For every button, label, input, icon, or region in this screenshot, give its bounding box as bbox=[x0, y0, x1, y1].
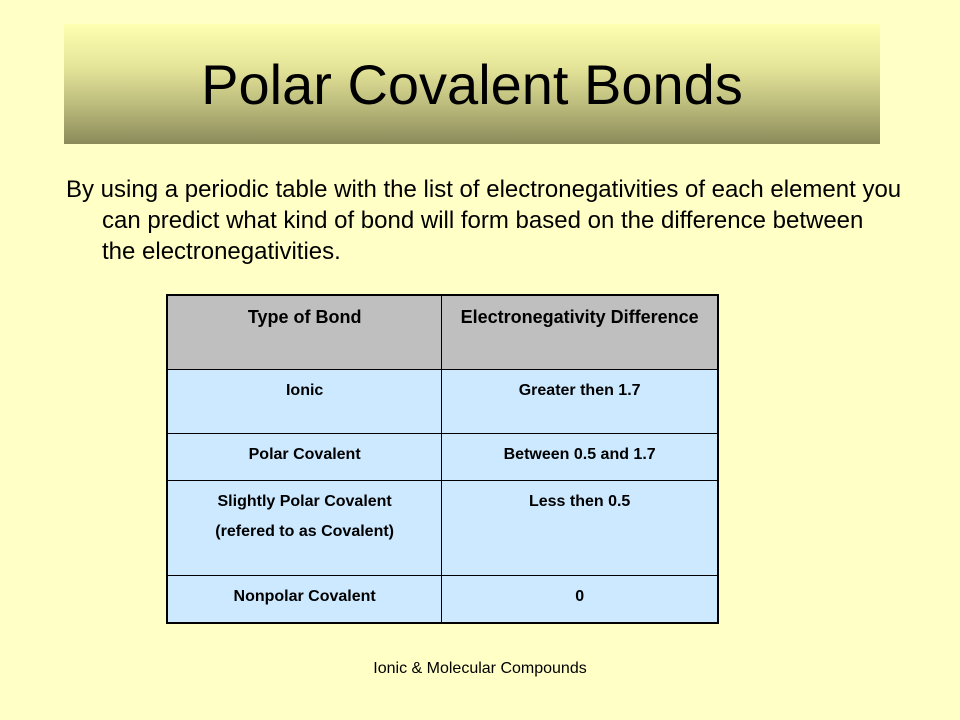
table-row bbox=[167, 575, 718, 623]
cell-difference: Greater then 1.7 bbox=[442, 369, 718, 433]
slide-footer: Ionic & Molecular Compounds bbox=[373, 660, 587, 677]
cell-difference: Between 0.5 and 1.7 bbox=[442, 433, 718, 480]
body-paragraph: By using a periodic table with the list of electronegativities of each element you can predict what kind of bond will form based on the difference between the electronegativities. bbox=[66, 176, 902, 265]
table-header-row bbox=[167, 295, 718, 369]
cell-bond-type-line1: Slightly Polar Covalent bbox=[217, 492, 392, 510]
header-type-of-bond: Type of Bond bbox=[167, 295, 442, 369]
table-row bbox=[167, 369, 718, 433]
cell-bond-type-line2: (refered to as Covalent) bbox=[215, 522, 394, 540]
cell-bond-type: Polar Covalent bbox=[167, 433, 442, 480]
header-electronegativity-difference: Electronegativity Difference bbox=[442, 295, 718, 369]
slide-title: Polar Covalent Bonds bbox=[201, 52, 743, 116]
title-bar bbox=[64, 24, 880, 144]
table-row bbox=[167, 480, 718, 575]
bond-type-table bbox=[166, 294, 719, 624]
cell-bond-type bbox=[167, 480, 442, 575]
cell-difference: 0 bbox=[442, 575, 718, 623]
table-row bbox=[167, 433, 718, 480]
cell-bond-type: Ionic bbox=[167, 369, 442, 433]
cell-bond-type: Nonpolar Covalent bbox=[167, 575, 442, 623]
cell-difference: Less then 0.5 bbox=[442, 480, 718, 575]
